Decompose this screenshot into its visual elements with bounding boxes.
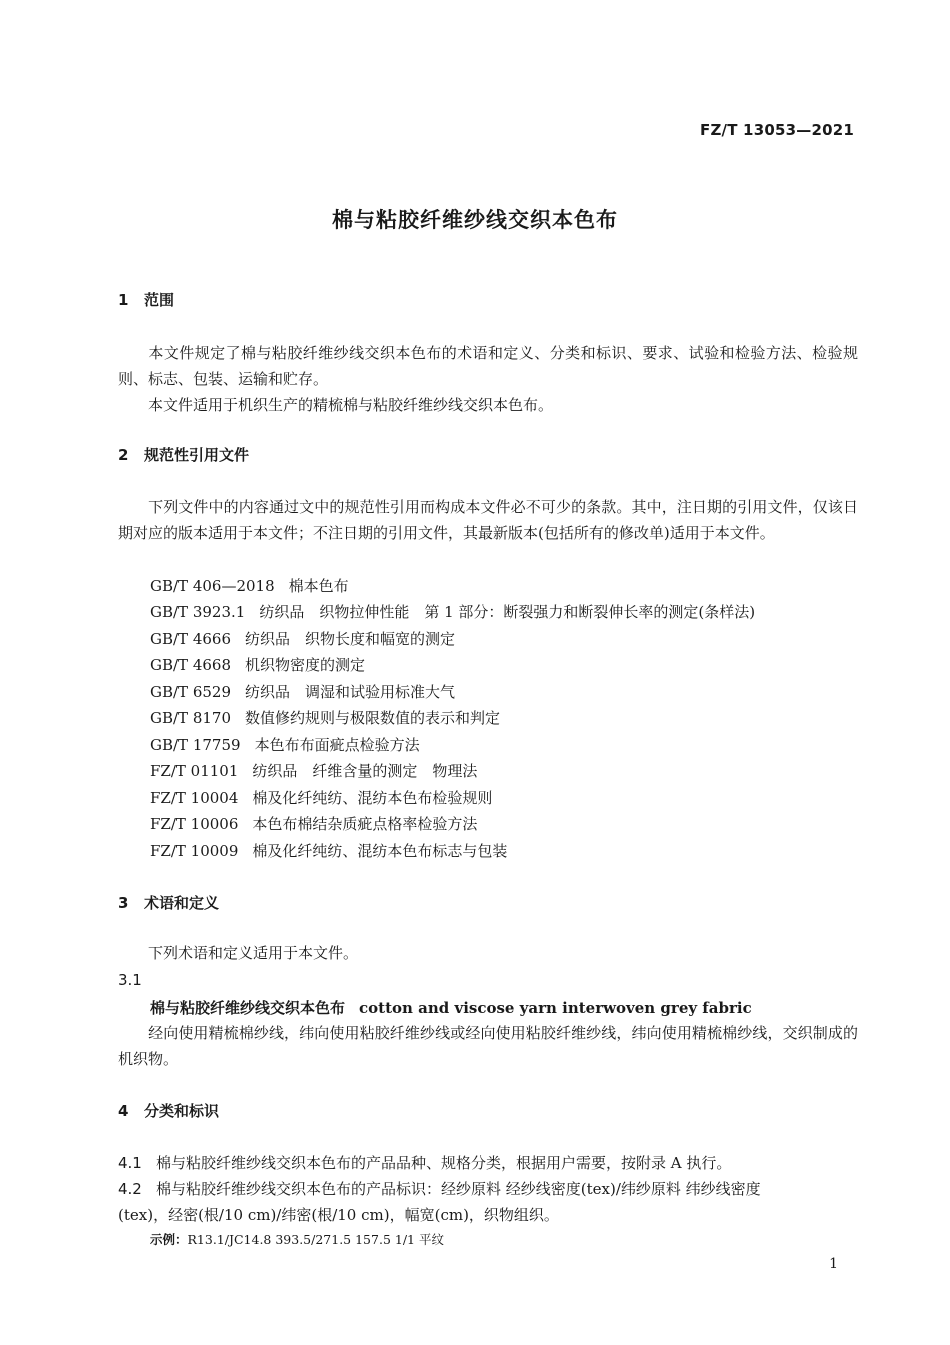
section-1-heading [118, 289, 174, 310]
section-1-paragraph-1: 本文件规定了棉与粘胶纤维纱线交织本色布的术语和定义、分类和标识、要求、试验和检验方法、检验规则、标志、包装、运输和贮存。 [118, 344, 858, 388]
reference-item: GB/T 17759 本色布布面疵点检验方法 [150, 736, 420, 754]
reference-item: FZ/T 10006 本色布棉结杂质疵点格率检验方法 [150, 815, 478, 833]
clause-4-1: 4.1 棉与粘胶纤维纱线交织本色布的产品品种、规格分类，根据用户需要，按附录 A 执行。 [118, 1154, 732, 1172]
section-number: 4 [118, 1102, 129, 1120]
section-3-intro: 下列术语和定义适用于本文件。 [148, 944, 359, 962]
page-number: 1 [829, 1256, 838, 1272]
section-1-paragraph-2: 本文件适用于机织生产的精梳棉与粘胶纤维纱线交织本色布。 [148, 396, 554, 414]
section-number: 1 [118, 291, 129, 309]
clause-4-2-continued: (tex)，经密(根/10 cm)/纬密(根/10 cm)，幅宽(cm)，织物组织。 [118, 1206, 559, 1224]
section-title: 规范性引用文件 [144, 446, 250, 464]
section-number: 3 [118, 894, 129, 912]
example-label: 示例： [150, 1232, 188, 1247]
document-title: 棉与粘胶纤维纱线交织本色布 [332, 208, 618, 232]
section-number: 2 [118, 446, 129, 464]
term-number: 3.1 [118, 971, 142, 989]
reference-item: FZ/T 01101 纺织品 纤维含量的测定 物理法 [150, 762, 478, 780]
reference-item: GB/T 4666 纺织品 织物长度和幅宽的测定 [150, 630, 456, 648]
standard-code: FZ/T 13053—2021 [700, 121, 854, 139]
term-chinese: 棉与粘胶纤维纱线交织本色布 [150, 999, 346, 1017]
section-2-intro: 下列文件中的内容通过文中的规范性引用而构成本文件必不可少的条款。其中，注日期的引用文件，仅该日期对应的版本适用于本文件；不注日期的引用文件，其最新版本(包括所有的修改单)适用于本文件。 [118, 498, 858, 542]
section-title: 术语和定义 [144, 894, 220, 912]
term-definition: 经向使用精梳棉纱线，纬向使用粘胶纤维纱线或经向使用粘胶纤维纱线，纬向使用精梳棉纱线，交织制成的机织物。 [118, 1024, 858, 1068]
section-2-heading [118, 444, 249, 465]
reference-item: GB/T 4668 机织物密度的测定 [150, 656, 366, 674]
reference-item: FZ/T 10009 棉及化纤纯纺、混纺本色布标志与包装 [150, 842, 508, 860]
reference-item: GB/T 3923.1 纺织品 织物拉伸性能 第 1 部分：断裂强力和断裂伸长率的测定(条样法) [150, 603, 756, 621]
section-3-heading [118, 892, 219, 913]
section-title: 分类和标识 [144, 1102, 220, 1120]
reference-item: GB/T 6529 纺织品 调湿和试验用标准大气 [150, 683, 456, 701]
example-text: R13.1/JC14.8 393.5/271.5 157.5 1/1 平纹 [187, 1232, 444, 1247]
clause-4-2: 4.2 棉与粘胶纤维纱线交织本色布的产品标识：经纱原料 经纱线密度(tex)/纬纱原料 纬纱线密度 [118, 1180, 761, 1198]
term-entry [150, 997, 752, 1018]
example-line [150, 1230, 444, 1248]
section-4-heading [118, 1100, 219, 1121]
term-english: cotton and viscose yarn interwoven grey fabric [359, 999, 752, 1017]
reference-item: GB/T 8170 数值修约规则与极限数值的表示和判定 [150, 709, 501, 727]
reference-item: FZ/T 10004 棉及化纤纯纺、混纺本色布检验规则 [150, 789, 493, 807]
section-title: 范围 [144, 291, 175, 309]
reference-item: GB/T 406—2018 棉本色布 [150, 577, 349, 595]
